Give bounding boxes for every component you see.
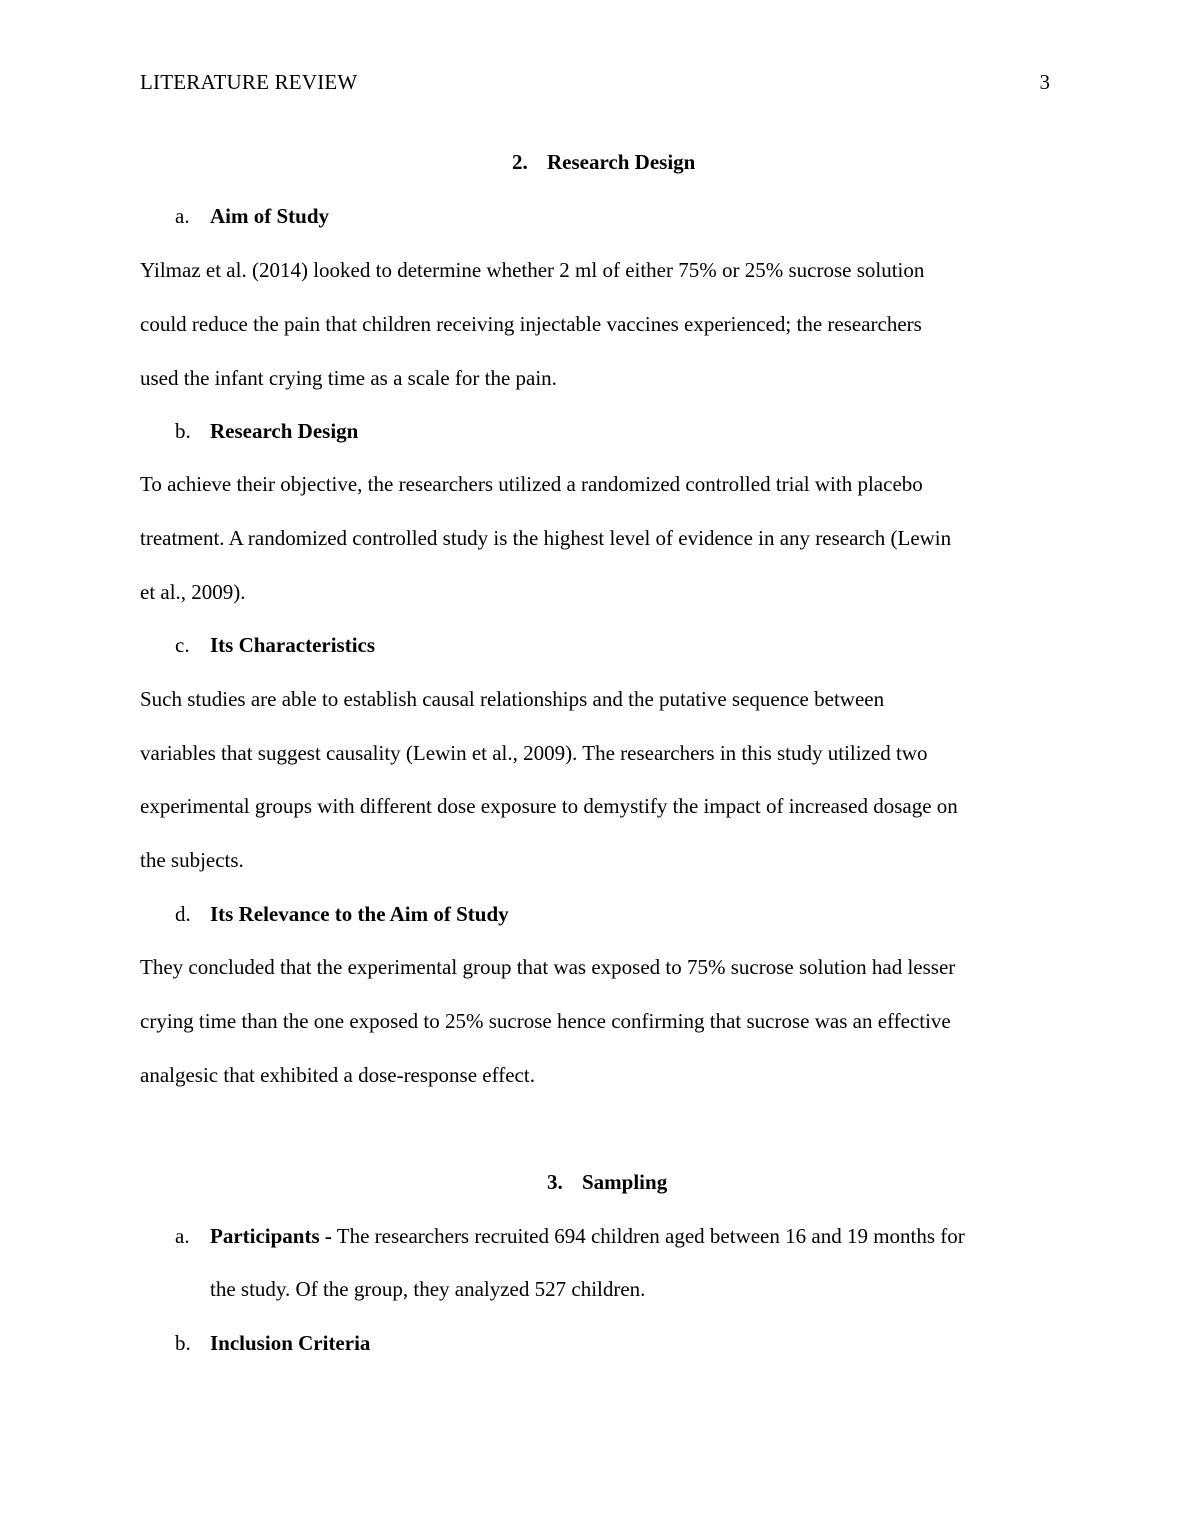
paragraph-line: variables that suggest causality (Lewin et al., 2009). The researchers in this study utilized two <box>140 741 928 765</box>
subheading-research-design <box>175 419 358 444</box>
subheading-title: Research Design <box>210 419 359 443</box>
paragraph-line: analgesic that exhibited a dose-response effect. <box>140 1063 535 1087</box>
list-item-title: Participants - <box>210 1224 332 1248</box>
list-item-title: Inclusion Criteria <box>210 1331 371 1355</box>
paragraph-line: Yilmaz et al. (2014) looked to determine whether 2 ml of either 75% or 25% sucrose solution <box>140 258 925 282</box>
list-marker: a. <box>175 204 190 228</box>
list-marker: c. <box>175 633 190 657</box>
running-head: LITERATURE REVIEW <box>140 70 358 94</box>
paragraph-line: crying time than the one exposed to 25% sucrose hence confirming that sucrose was an effective <box>140 1009 951 1033</box>
paragraph-line: experimental groups with different dose exposure to demystify the impact of increased dosage on <box>140 794 958 818</box>
paragraph-line: the subjects. <box>140 848 244 872</box>
section-title: Research Design <box>547 150 696 174</box>
section-number: 3. <box>547 1170 563 1194</box>
list-item-continuation: the study. Of the group, they analyzed 527 children. <box>210 1277 646 1301</box>
list-item-inclusion-criteria <box>175 1331 370 1356</box>
section-title: Sampling <box>582 1170 668 1194</box>
subheading-its-characteristics <box>175 633 375 658</box>
section-heading-sampling <box>547 1170 667 1195</box>
list-marker: a. <box>175 1224 190 1248</box>
paragraph-line: To achieve their objective, the researchers utilized a randomized controlled trial with placebo <box>140 472 923 496</box>
list-marker: b. <box>175 1331 191 1355</box>
page-number: 3 <box>1039 70 1050 94</box>
paragraph-line: et al., 2009). <box>140 580 246 604</box>
section-heading-research-design <box>512 150 695 175</box>
section-number: 2. <box>512 150 528 174</box>
list-item-participants <box>175 1224 965 1249</box>
subheading-its-relevance <box>175 902 509 927</box>
list-item-text: The researchers recruited 694 children aged between 16 and 19 months for <box>331 1224 965 1248</box>
list-marker: d. <box>175 902 191 926</box>
paragraph-line: Such studies are able to establish causal relationships and the putative sequence between <box>140 687 885 711</box>
list-marker: b. <box>175 419 191 443</box>
subheading-aim-of-study <box>175 204 329 229</box>
subheading-title: Aim of Study <box>210 204 330 228</box>
subheading-title: Its Characteristics <box>210 633 376 657</box>
paragraph-line: treatment. A randomized controlled study is the highest level of evidence in any research (Lewin <box>140 526 952 550</box>
paragraph-line: could reduce the pain that children receiving injectable vaccines experienced; the researchers <box>140 312 922 336</box>
paragraph-line: used the infant crying time as a scale for the pain. <box>140 366 557 390</box>
subheading-title: Its Relevance to the Aim of Study <box>210 902 509 926</box>
paragraph-line: They concluded that the experimental group that was exposed to 75% sucrose solution had lesser <box>140 955 956 979</box>
